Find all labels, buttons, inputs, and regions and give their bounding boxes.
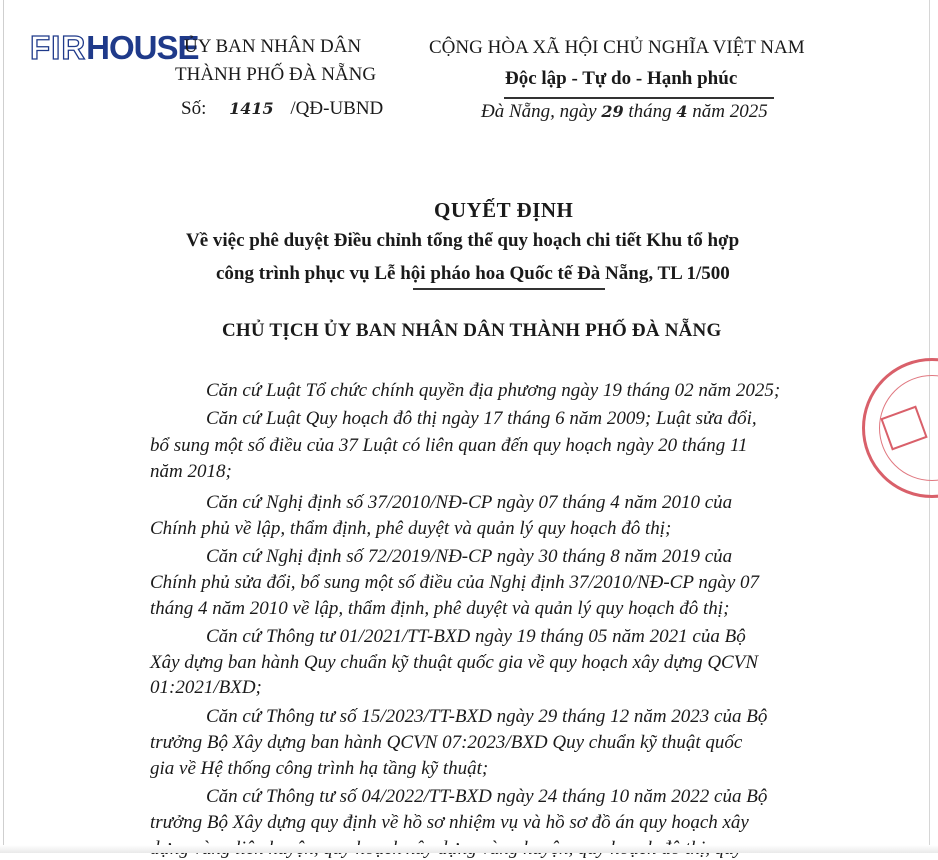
body-line: 01:2021/BXD; [150,677,262,698]
firhouse-logo [30,30,199,64]
issue-date [481,101,768,123]
logo-fir-text: FIR [30,28,87,66]
body-line: Căn cứ Nghị định số 72/2019/NĐ-CP ngày 30 tháng 8 năm 2019 của [206,546,733,567]
body-line: Chính phủ về lập, thẩm định, phê duyệt và quản lý quy hoạch đô thị; [150,518,672,539]
date-suffix: năm 2025 [692,101,768,122]
body-line: gia về Hệ thống công trình hạ tầng kỹ thuật; [150,758,489,779]
page-bottom-shade [0,845,938,853]
document-title: QUYẾT ĐỊNH [434,198,574,222]
logo-house-text: HOUSE [86,28,199,66]
body-line: trưởng Bộ Xây dựng ban hành QCVN 07:2023/BXD Quy chuẩn kỹ thuật quốc [150,732,743,753]
body-line: năm 2018; [150,461,232,482]
issuer-line-1: ỦY BAN NHÂN DÂN [184,36,362,57]
document-number [181,98,383,120]
official-seal [862,358,938,498]
body-line: bổ sung một số điều của 37 Luật có liên quan đến quy hoạch ngày 20 tháng 11 [150,435,748,456]
body-line: Căn cứ Luật Quy hoạch đô thị ngày 17 tháng 6 năm 2009; Luật sửa đổi, [206,408,757,429]
subject-underline [413,288,605,290]
nation-name: CỘNG HÒA XÃ HỘI CHỦ NGHĨA VIỆT NAM [429,37,805,58]
motto-underline [504,97,774,99]
authority-heading: CHỦ TỊCH ỦY BAN NHÂN DÂN THÀNH PHỐ ĐÀ NẴNG [222,320,722,341]
body-line: Căn cứ Thông tư số 04/2022/TT-BXD ngày 24 tháng 10 năm 2022 của Bộ [206,786,768,807]
number-handwritten: 1415 [229,99,274,118]
body-line: Căn cứ Thông tư 01/2021/TT-BXD ngày 19 tháng 05 năm 2021 của Bộ [206,626,746,647]
body-line: Căn cứ Thông tư số 15/2023/TT-BXD ngày 29 tháng 12 năm 2023 của Bộ [206,706,768,727]
date-mid: tháng [628,101,672,122]
national-motto: Độc lập - Tự do - Hạnh phúc [505,68,738,89]
document-subject-line-1: Về việc phê duyệt Điều chỉnh tổng thể quy hoạch chi tiết Khu tổ hợp [186,230,740,251]
date-day: 29 [601,102,624,121]
body-line: Căn cứ Nghị định số 37/2010/NĐ-CP ngày 07 tháng 4 năm 2010 của [206,492,733,513]
body-line: tháng 4 năm 2010 về lập, thẩm định, phê duyệt và quản lý quy hoạch đô thị; [150,598,730,619]
body-line: Xây dựng ban hành Quy chuẩn kỹ thuật quốc gia về quy hoạch xây dựng QCVN [150,652,759,673]
body-line: Căn cứ Luật Tổ chức chính quyền địa phương ngày 19 tháng 02 năm 2025; [206,380,781,401]
issuer-line-2: THÀNH PHỐ ĐÀ NẴNG [175,64,377,85]
page-left-edge [3,0,4,853]
number-suffix: /QĐ-UBND [290,98,384,119]
number-prefix: Số: [181,98,207,119]
body-line: Chính phủ sửa đổi, bổ sung một số điều của Nghị định 37/2010/NĐ-CP ngày 07 [150,572,760,593]
date-prefix: Đà Nẵng, ngày [481,101,597,122]
date-month: 4 [676,102,688,121]
document-subject-line-2: công trình phục vụ Lễ hội pháo hoa Quốc tế Đà Nẵng, TL 1/500 [216,263,730,284]
body-line: trưởng Bộ Xây dựng quy định về hồ sơ nhiệm vụ và hồ sơ đồ án quy hoạch xây [150,812,749,833]
